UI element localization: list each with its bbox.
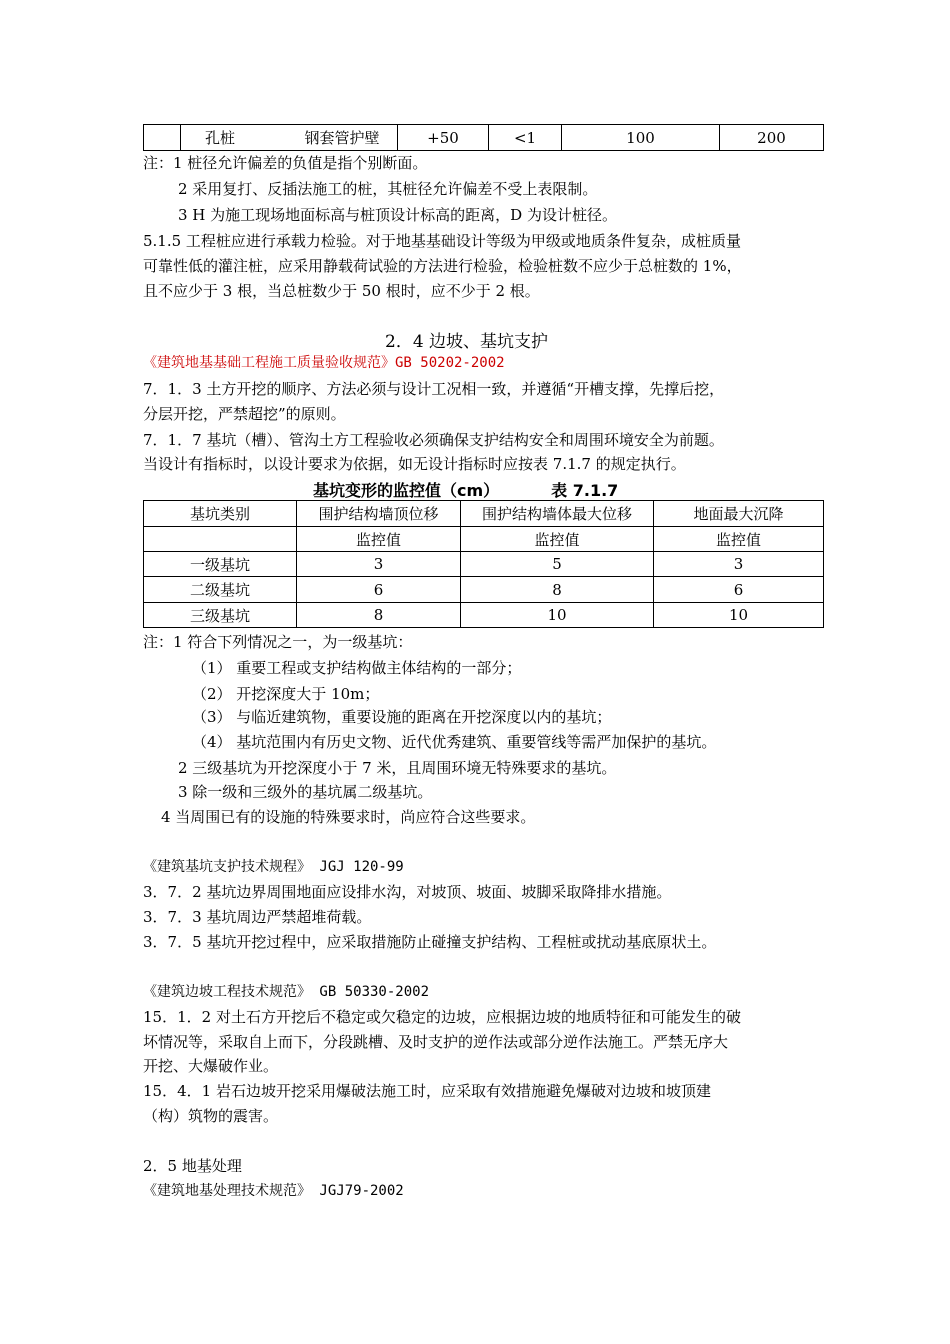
paragraph-line: 3．7．3 基坑周边严禁超堆荷载。 — [143, 908, 372, 926]
paragraph-line: 5.1.5 工程桩应进行承载力检验。对于地基基础设计等级为甲级或地质条件复杂，成桩质量 — [143, 232, 741, 250]
table-cell: <1 — [489, 125, 562, 151]
table-cell: 10 — [461, 603, 654, 628]
paragraph-line: 3．7．2 基坑边界周围地面应设排水沟，对坡顶、坡面、坡脚采取降排水措施。 — [143, 883, 672, 901]
table-title — [313, 478, 618, 501]
table-row — [144, 603, 824, 628]
table-header-row — [144, 501, 824, 527]
note-line: 4 当周围已有的设施的特殊要求时，尚应符合这些要求。 — [161, 808, 536, 826]
note-item: （1） 重要工程或支护结构做主体结构的一部分； — [192, 659, 522, 677]
monitoring-table — [143, 500, 824, 628]
table-cell: 10 — [654, 603, 824, 628]
source-citation: 《建筑边坡工程技术规范》 GB 50330-2002 — [143, 984, 430, 1000]
note-line: 3 除一级和三级外的基坑属二级基坑。 — [178, 783, 433, 801]
table-cell: 200 — [720, 125, 824, 151]
table-cell: 监控值 — [654, 527, 824, 552]
table-cell — [144, 125, 181, 151]
note-line: 注：1 符合下列情况之一，为一级基坑： — [143, 633, 413, 651]
note-line: 注：1 桩径允许偏差的负值是指个别断面。 — [143, 154, 428, 172]
table-cell: 6 — [654, 577, 824, 603]
table-cell: 一级基坑 — [144, 552, 297, 577]
note-item: （3） 与临近建筑物，重要设施的距离在开挖深度以内的基坑； — [192, 708, 612, 726]
paragraph-line: 开挖、大爆破作业。 — [143, 1057, 279, 1075]
source-citation: 《建筑地基基础工程施工质量验收规范》GB 50202-2002 — [143, 355, 505, 371]
paragraph-line: 坏情况等，采取自上而下，分段跳槽、及时支护的逆作法或部分逆作法施工。严禁无序大 — [143, 1033, 729, 1051]
note-line: 2 三级基坑为开挖深度小于 7 米，且周围环境无特殊要求的基坑。 — [178, 759, 617, 777]
table-title-text: 基坑变形的监控值（cm） — [313, 481, 500, 500]
paragraph-line: 当设计有指标时，以设计要求为依据，如无设计指标时应按表 7.1.7 的规定执行。 — [143, 455, 686, 473]
table-number: 表 7.1.7 — [551, 481, 619, 500]
paragraph-line: 且不应少于 3 根，当总桩数少于 50 根时，应不少于 2 根。 — [143, 282, 540, 300]
pile-tolerance-table-fragment — [143, 124, 824, 151]
table-cell: 钢套管护壁 — [287, 125, 398, 151]
section-heading: 2．4 边坡、基坑支护 — [385, 332, 549, 352]
table-cell: 100 — [562, 125, 720, 151]
paragraph-line: （构）筑物的震害。 — [143, 1107, 279, 1125]
table-cell: 监控值 — [297, 527, 461, 552]
table-cell: 孔桩 — [181, 125, 288, 151]
table-header-cell: 基坑类别 — [144, 501, 297, 527]
paragraph-line: 分层开挖，严禁超挖”的原则。 — [143, 405, 346, 423]
table-cell: 3 — [654, 552, 824, 577]
paragraph-line: 3．7．5 基坑开挖过程中，应采取措施防止碰撞支护结构、工程桩或扰动基底原状土。 — [143, 933, 717, 951]
source-citation: 《建筑地基处理技术规范》 JGJ79-2002 — [143, 1183, 404, 1199]
note-item: （4） 基坑范围内有历史文物、近代优秀建筑、重要管线等需严加保护的基坑。 — [192, 733, 717, 751]
table-subheader-row — [144, 527, 824, 552]
table-cell: 二级基坑 — [144, 577, 297, 603]
table-cell: 三级基坑 — [144, 603, 297, 628]
note-line: 2 采用复打、反插法施工的桩，其桩径允许偏差不受上表限制。 — [178, 180, 598, 198]
table-cell: 8 — [461, 577, 654, 603]
paragraph-line: 7．1．3 土方开挖的顺序、方法必须与设计工况相一致，并遵循“开槽支撑，先撑后挖， — [143, 380, 725, 398]
table-cell: 5 — [461, 552, 654, 577]
section-heading: 2．5 地基处理 — [143, 1157, 242, 1175]
table-header-cell: 围护结构墙顶位移 — [297, 501, 461, 527]
table-cell: 8 — [297, 603, 461, 628]
table-header-cell: 围护结构墙体最大位移 — [461, 501, 654, 527]
table-cell — [144, 527, 297, 552]
paragraph-line: 7．1．7 基坑（槽）、管沟土方工程验收必须确保支护结构安全和周围环境安全为前题。 — [143, 431, 724, 449]
note-item: （2） 开挖深度大于 10m； — [192, 685, 380, 703]
paragraph-line: 可靠性低的灌注桩，应采用静载荷试验的方法进行检验，检验桩数不应少于总桩数的 1%， — [143, 257, 742, 275]
source-citation: 《建筑基坑支护技术规程》 JGJ 120-99 — [143, 859, 404, 875]
table-cell: 6 — [297, 577, 461, 603]
table-cell: 监控值 — [461, 527, 654, 552]
paragraph-line: 15．1．2 对土石方开挖后不稳定或欠稳定的边坡，应根据边坡的地质特征和可能发生的破 — [143, 1008, 741, 1026]
table-cell: +50 — [398, 125, 489, 151]
table-row — [144, 125, 824, 151]
table-row — [144, 577, 824, 603]
note-line: 3 H 为施工现场地面标高与桩顶设计标高的距离，D 为设计桩径。 — [178, 206, 617, 224]
table-header-cell: 地面最大沉降 — [654, 501, 824, 527]
table-cell: 3 — [297, 552, 461, 577]
paragraph-line: 15．4．1 岩石边坡开挖采用爆破法施工时，应采取有效措施避免爆破对边坡和坡顶建 — [143, 1082, 711, 1100]
table-row — [144, 552, 824, 577]
